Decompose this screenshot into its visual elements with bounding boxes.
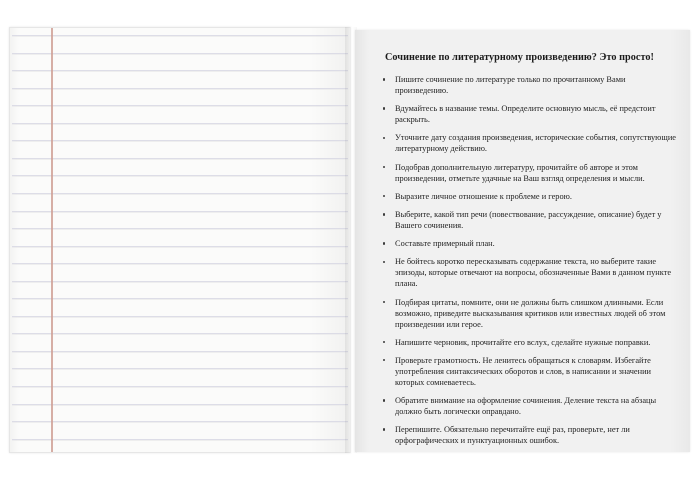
tip-list-item bbox=[381, 74, 676, 96]
rule-line bbox=[12, 193, 348, 194]
tip-text: Выберите, какой тип речи (повествование, рассуждение, описание) будет у Вашего сочинения. bbox=[395, 209, 662, 230]
rule-line bbox=[12, 211, 348, 212]
rule-line bbox=[12, 105, 348, 106]
right-page-paper bbox=[355, 30, 690, 452]
red-margin-line bbox=[51, 27, 53, 453]
rule-line bbox=[12, 263, 348, 264]
bullet-icon bbox=[383, 341, 385, 343]
rule-line bbox=[12, 281, 348, 282]
tip-text: Проверьте грамотность. Не ленитесь обращаться к словарям. Избегайте употребления синтаксических оборотов и слов, в написании и значении которых сомневаетесь. bbox=[395, 355, 652, 387]
tip-text: Вдумайтесь в название темы. Определите основную мысль, её предстоит раскрыть. bbox=[395, 104, 656, 125]
tip-text: Выразите личное отношение к проблеме и герою. bbox=[395, 191, 572, 201]
tip-list-item bbox=[381, 162, 676, 184]
rule-line bbox=[12, 333, 348, 334]
rule-line bbox=[12, 246, 348, 247]
rule-line bbox=[12, 158, 348, 159]
tip-text: Не бойтесь коротко пересказывать содержание текста, но выберите такие эпизоды, которые отвечают на вопросы, обозначенные Вами в данном пункте плана. bbox=[395, 257, 672, 289]
rule-line bbox=[12, 368, 348, 369]
right-text-page bbox=[355, 30, 690, 452]
page-title: Сочинение по литературному произведению? Это просто! bbox=[385, 52, 654, 63]
bullet-icon bbox=[383, 107, 385, 109]
tip-list-item bbox=[381, 103, 676, 125]
bullet-icon bbox=[383, 195, 385, 197]
tip-text: Подобрав дополнительную литературу, прочитайте об авторе и этом произведении, отметьте удачные на Ваш взгляд определения и мысли. bbox=[395, 162, 645, 183]
tip-text: Напишите черновик, прочитайте его вслух, сделайте нужные поправки. bbox=[395, 337, 651, 347]
rule-line bbox=[12, 53, 348, 54]
tip-list-item bbox=[381, 297, 676, 330]
tip-text: Подбирая цитаты, помните, они не должны быть слишком длинными. Если возможно, приведите высказывания критиков или известных людей об этом произведении или герое. bbox=[395, 297, 666, 329]
bullet-icon bbox=[383, 428, 385, 430]
rule-line bbox=[12, 316, 348, 317]
tip-text: Обратите внимание на оформление сочинения. Деление текста на абзацы должно быть логически оправдано. bbox=[395, 396, 657, 417]
left-notebook-page bbox=[9, 27, 351, 453]
bullet-icon bbox=[383, 78, 385, 80]
bullet-icon bbox=[383, 399, 385, 401]
rule-line bbox=[12, 228, 348, 229]
bullet-icon bbox=[383, 166, 385, 168]
rule-line bbox=[12, 421, 348, 422]
left-page-paper bbox=[9, 27, 351, 453]
bullet-icon bbox=[383, 301, 385, 303]
rule-line bbox=[12, 175, 348, 176]
tip-list-item bbox=[381, 256, 676, 289]
bullet-icon bbox=[383, 213, 385, 215]
rule-line bbox=[12, 123, 348, 124]
tips-list bbox=[381, 74, 676, 452]
tip-list-item bbox=[381, 132, 676, 154]
rule-line bbox=[12, 88, 348, 89]
bullet-icon bbox=[383, 242, 385, 244]
tip-list-item bbox=[381, 355, 676, 388]
ruled-lines-group bbox=[12, 35, 348, 451]
rule-line bbox=[12, 298, 348, 299]
bullet-icon bbox=[383, 137, 385, 139]
tip-text: Пишите сочинение по литературе только по прочитанному Вами произведению. bbox=[395, 75, 626, 95]
tip-list-item bbox=[381, 209, 676, 231]
bullet-icon bbox=[383, 261, 385, 263]
tip-list-item bbox=[381, 337, 676, 348]
tip-text: Составьте примерный план. bbox=[395, 239, 495, 249]
tip-list-item bbox=[381, 424, 676, 446]
rule-line bbox=[12, 70, 348, 71]
rule-line bbox=[12, 386, 348, 387]
rule-line bbox=[12, 404, 348, 405]
bullet-icon bbox=[383, 359, 385, 361]
tip-list-item bbox=[381, 395, 676, 417]
rule-line bbox=[12, 351, 348, 352]
tip-text: Перепишите. Обязательно перечитайте ещё раз, проверьте, нет ли орфографических и пунктуационных ошибок. bbox=[395, 425, 630, 446]
tip-list-item bbox=[381, 191, 676, 202]
rule-line bbox=[12, 140, 348, 141]
rule-line bbox=[12, 35, 348, 36]
tip-text: Уточните дату создания произведения, исторические события, сопутствующие литературному действию. bbox=[395, 133, 676, 154]
tip-list-item bbox=[381, 238, 676, 249]
rule-line bbox=[12, 439, 348, 440]
